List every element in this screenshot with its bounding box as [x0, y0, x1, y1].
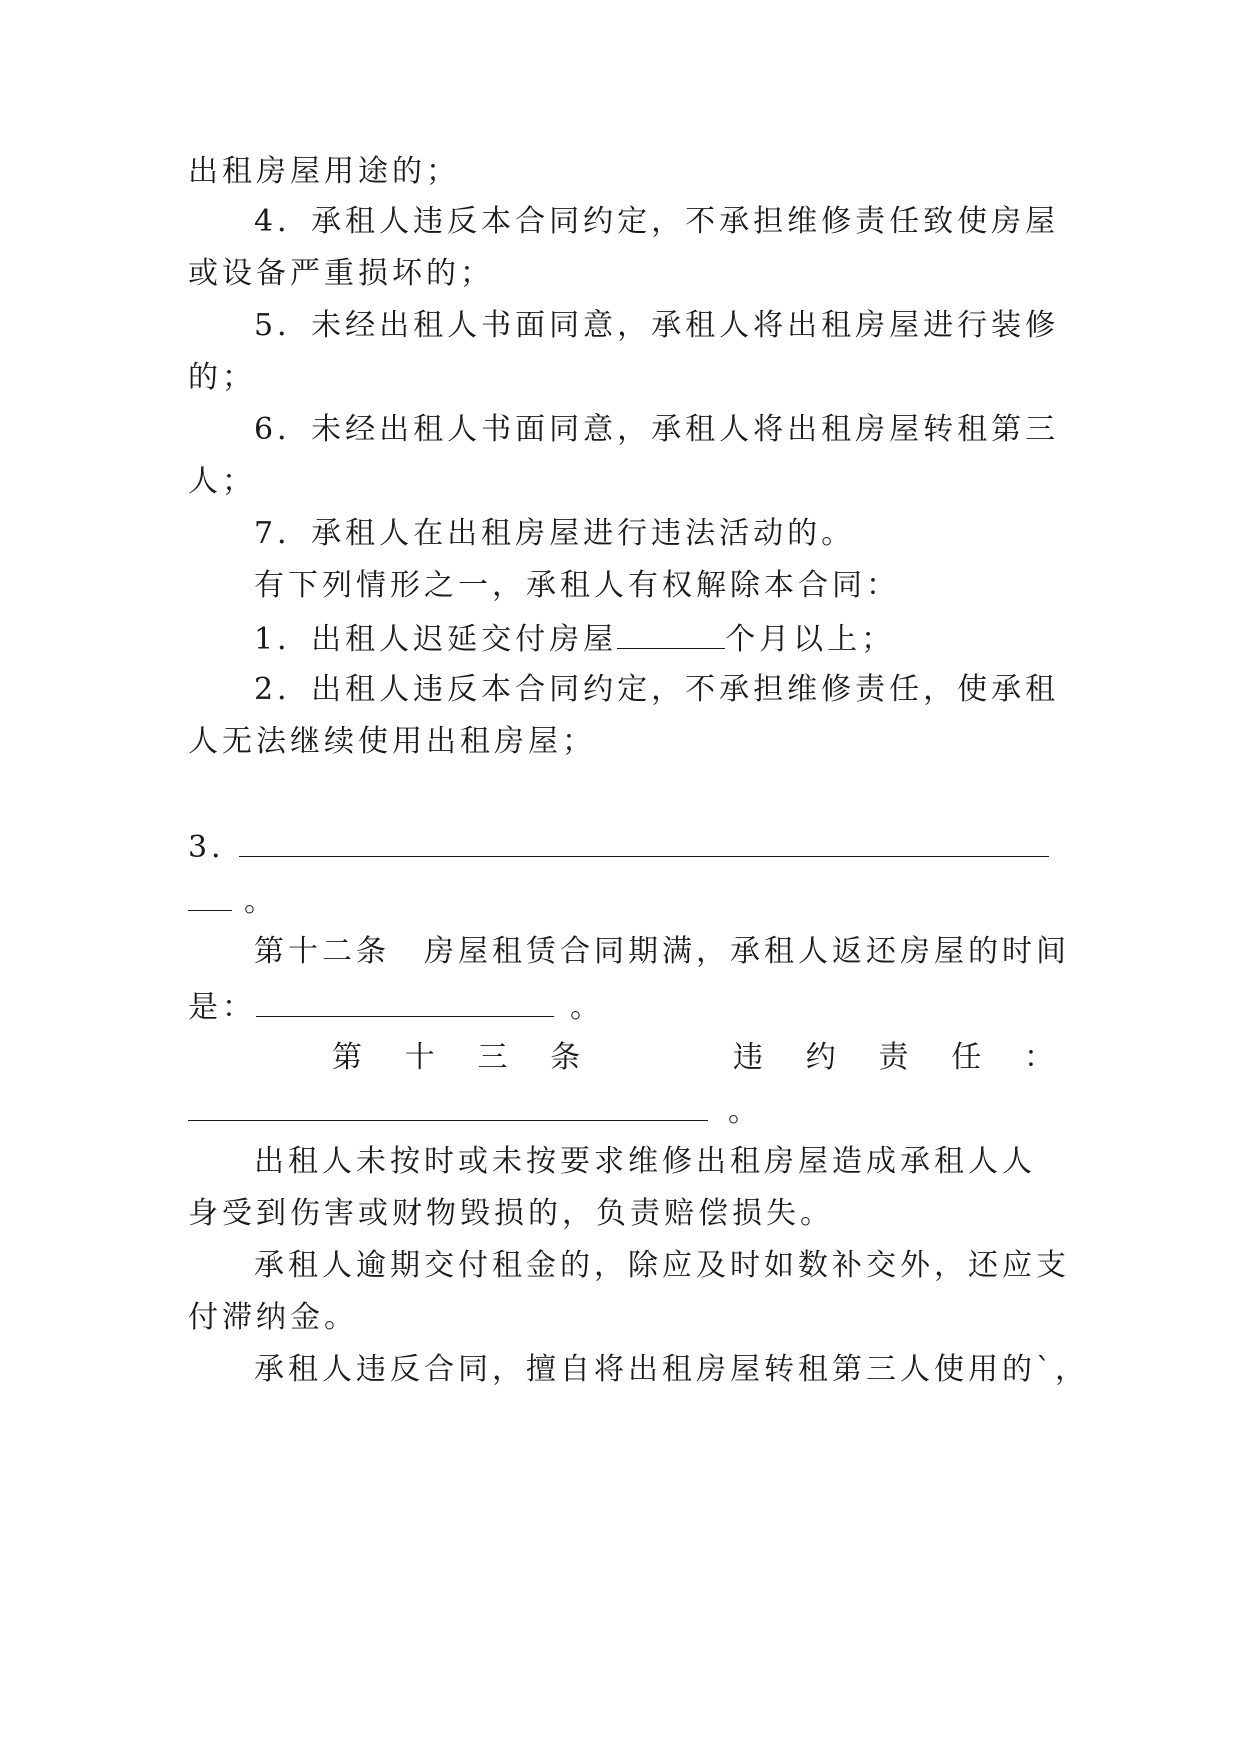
heading-char: 三: [477, 1040, 508, 1075]
article-12: 第十二条 房屋租赁合同期满，承租人返还房屋的时间: [254, 934, 1070, 969]
clause-item-7: 7．承租人在出租房屋进行违法活动的。: [254, 516, 856, 551]
text-line: 人；: [188, 464, 256, 499]
text-line: [188, 880, 1054, 922]
liability-paragraph-2: 承租人逾期交付租金的，除应及时如数补交外，还应支: [254, 1248, 1070, 1283]
clause-text: 个月以上；: [725, 622, 896, 657]
fill-in-blank[interactable]: [188, 880, 232, 911]
heading-char: 约: [805, 1040, 836, 1075]
clause-text: 是：: [188, 990, 256, 1025]
clause-item-6: 6．未经出租人书面同意，承租人将出租房屋转租第三: [254, 412, 1060, 447]
clause-text: 。: [570, 990, 604, 1025]
clause-item-5: 5．未经出租人书面同意，承租人将出租房屋进行装修: [254, 308, 1060, 343]
tenant-clause-2: 2．出租人违反本合同约定，不承担维修责任，使承租: [254, 672, 1060, 707]
clause-text: 。: [728, 1094, 762, 1129]
tenant-clause-1: [254, 618, 1054, 660]
fill-in-blank[interactable]: [256, 986, 554, 1017]
text-line: 人无法继续使用出租房屋；: [188, 724, 596, 759]
article-13-heading: [332, 1038, 1054, 1078]
clause-text: 。: [244, 884, 278, 919]
heading-char: 十: [404, 1040, 435, 1075]
tenant-termination-intro: 有下列情形之一，承租人有权解除本合同：: [254, 568, 900, 603]
clause-item-4: 4．承租人违反本合同约定，不承担维修责任致使房屋: [254, 204, 1060, 239]
liability-paragraph-3: 承租人违反合同，擅自将出租房屋转租第三人使用的`，: [254, 1352, 1089, 1387]
liability-paragraph-1: 出租人未按时或未按要求维修出租房屋造成承租人人: [254, 1144, 1036, 1179]
heading-char: ：: [1024, 1040, 1054, 1075]
text-line: 身受到伤害或财物毁损的，负责赔偿损失。: [188, 1196, 834, 1231]
text-line: 的；: [188, 360, 256, 395]
tenant-clause-3: [188, 826, 1054, 868]
heading-char: 违: [733, 1040, 763, 1075]
fill-in-blank[interactable]: [617, 618, 725, 649]
heading-char: 第: [332, 1040, 362, 1075]
fill-in-blank[interactable]: [239, 826, 1049, 857]
text-line: 付滞纳金。: [188, 1300, 358, 1335]
text-line: 出租房屋用途的；: [188, 154, 460, 189]
text-line: 或设备严重损坏的；: [188, 256, 494, 291]
fill-in-blank[interactable]: [188, 1090, 708, 1121]
heading-char: 责: [878, 1040, 909, 1075]
clause-text: 3．: [188, 830, 246, 865]
heading-char: 条: [550, 1040, 581, 1075]
text-line: [188, 1090, 1054, 1132]
text-line: [188, 986, 1054, 1028]
heading-char: 任: [951, 1040, 982, 1075]
clause-text: 1．出租人迟延交付房屋: [254, 622, 618, 657]
